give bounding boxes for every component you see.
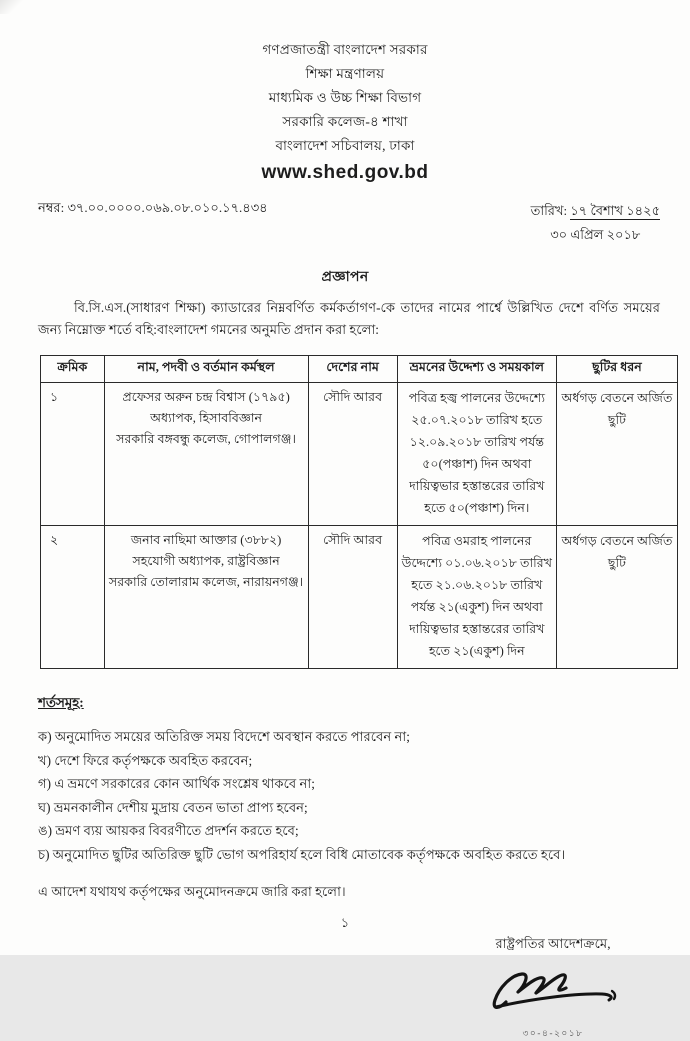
conditions-heading: শর্তসমূহ: [38,695,84,710]
closing-statement: এ আদেশ যথাযথ কর্তৃপক্ষের অনুমোদনক্রমে জারি করা হলো। [38,884,346,899]
division-name: মাধ্যমিক ও উচ্চ শিক্ষা বিভাগ [268,90,422,105]
letterhead [0,0,690,185]
memo-number-line [38,199,268,220]
date-label: তারিখ: [530,203,568,218]
secretariat-address: বাংলাদেশ সচিবালয়, ঢাকা [275,138,415,153]
col-header-leave-type: ছুটির ধরন [556,356,677,383]
cell-purpose: পবিত্র ওমরাহ পালনের উদ্দেশ্যে ০১.০৬.২০১৮ তারিখ হতে ২১.০৬.২০১৮ তারিখ পর্যন্ত ২১(একুশ) দিন অথবা দায়িত্বভার হস্তান্তরের তারিখ হতে ২১(একুশ) দিন [397,526,556,669]
ministry-name: শিক্ষা মন্ত্রণালয় [305,66,385,81]
table-row [41,526,678,669]
date-block [531,199,660,247]
cell-serial: ২ [41,526,105,669]
reference-row [0,185,690,247]
notification-body: বি.সি.এস.(সাধারণ শিক্ষা) ক্যাডারের নিম্নবর্ণিত কর্মকর্তাগণ-কে তাদের নামের পার্শ্বে উল্লিখিত দেশে বর্ণিত সময়ের জন্য নিম্নোক্ত শর্তে বহি:বাংলাদেশ গমনের অনুমতি প্রদান করা হলো: [38,300,660,337]
cell-country: সৌদি আরব [308,526,397,669]
table-container [0,341,690,669]
branch-name: সরকারি কলেজ-৪ শাখা [282,114,408,129]
cell-country: সৌদি আরব [308,383,397,526]
officer-workplace: সরকারি তোলারাম কলেজ, নারায়নগঞ্জ। [108,575,304,589]
cell-officer [104,526,308,669]
condition-item: খ) দেশে ফিরে কর্তৃপক্ষকে অবহিত করবেন; [38,752,253,768]
signature-block [478,934,628,1041]
condition-item: ক) অনুমোদিত সময়ের অতিরিক্ত সময় বিদেশে অবস্থান করতে পারবেন না; [38,729,410,744]
condition-item: চ) অনুমোদিত ছুটির অতিরিক্ত ছুটি ভোগ অপরিহার্য হলে বিধি মোতাবেক কর্তৃপক্ষকে অবহিত করতে হবে। [38,846,566,862]
government-name: গণপ্রজাতন্ত্রী বাংলাদেশ সরকার [262,42,428,57]
page-number: ১ [340,915,350,930]
col-header-serial: ক্রমিক [41,356,105,383]
condition-item: গ) এ ভ্রমণে সরকারের কোন আর্থিক সংশ্লেষ থাকবে না; [38,776,315,791]
officer-designation: সহযোগী অধ্যাপক, রাষ্ট্রবিজ্ঞান [132,554,280,568]
officer-name: জনাব নাছিমা আক্তার (৩৮৮২) [130,533,282,547]
cell-leave-type: অর্ধগড় বেতনে অর্জিত ছুটি [556,526,677,669]
signature-date-note: ৩০-৪-২০১৮ [522,1029,584,1039]
condition-item: ঘ) ভ্রমনকালীন দেশীয় মুদ্রায় বেতন ভাতা প্রাপ্য হবেন; [38,799,308,815]
table-row [41,383,678,526]
cell-leave-type: অর্ধগড় বেতনে অর্জিত ছুটি [556,383,677,526]
memo-number: ৩৭.০০.০০০০.০৬৯.০৮.০১০.১৭.৪৩৪ [67,200,268,215]
col-header-name: নাম, পদবী ও বর্তমান কর্মস্থল [104,356,308,383]
date-gregorian: ৩০ এপ্রিল ২০১৮ [550,227,641,242]
cell-serial: ১ [41,383,105,526]
officer-designation: অধ্যাপক, হিসাববিজ্ঞান [150,411,263,425]
website-url: www.shed.gov.bd [261,162,429,183]
col-header-country: দেশের নাম [308,356,397,383]
date-bengali: ১৭ বৈশাখ ১৪২৫ [570,203,660,218]
col-header-purpose: ভ্রমনের উদ্দেশ্য ও সময়কাল [397,356,556,383]
date-line-bn [531,199,660,223]
by-order-text: রাষ্ট্রপতির আদেশক্রমে, [495,936,611,951]
notification-title: প্রজ্ঞাপন [321,270,369,285]
travel-permission-table [40,355,678,669]
memo-label: নম্বর: [38,200,65,215]
cell-officer [104,383,308,526]
table-header-row [41,356,678,383]
conditions-section [0,669,690,866]
officer-workplace: সরকারি বঙ্গবন্ধু কলেজ, গোপালগঞ্জ। [116,432,297,446]
condition-item: ঙ) ভ্রমণ ব্যয় আয়কর বিবরণীতে প্রদর্শন করতে হবে; [38,823,299,838]
officer-name: প্রফেসর অরুন চন্দ্র বিশ্বাস (১৭৯৫) [122,390,290,404]
handwritten-signature [478,966,628,1024]
cell-purpose: পবিত্র হজ্ব পালনের উদ্দেশ্যে ২৫.০৭.২০১৮ তারিখ হতে ১২.০৯.২০১৮ তারিখ পর্যন্ত ৫০(পঞ্চাশ) দিন অথবা দায়িত্বভার হস্তান্তরের তারিখ হতে ৫০(পঞ্চাশ) দিন। [397,383,556,526]
